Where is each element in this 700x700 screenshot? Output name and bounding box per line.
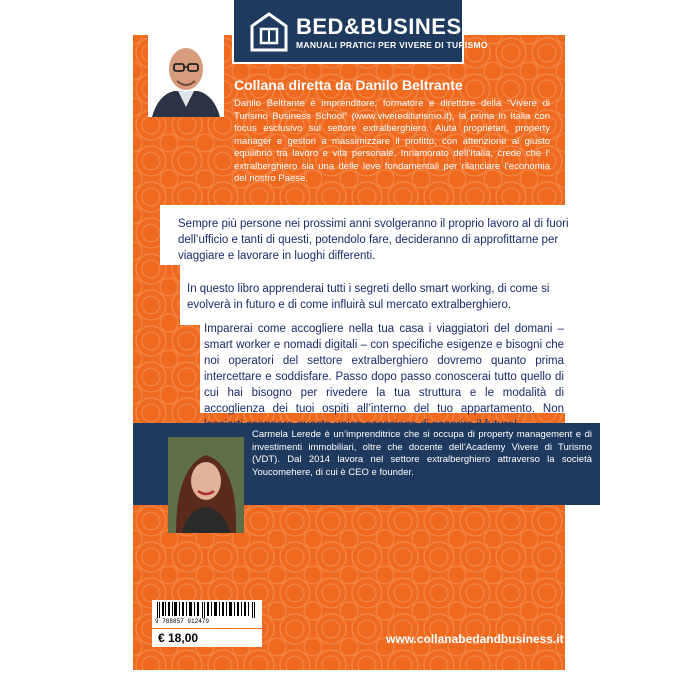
barcode-bars: [155, 602, 259, 618]
brand-banner: [232, 0, 488, 64]
barcode: [152, 600, 262, 628]
house-book-icon: [250, 12, 288, 52]
series-title: Collana diretta da Danilo Beltrante: [234, 77, 463, 93]
series-director-photo: [148, 35, 224, 117]
isbn-number: 9 788857 912479: [155, 618, 210, 625]
blurb-paragraph-3: Imparerai come accogliere nella tua casa i viaggiatori del domani – smart worker e nomadi digitali – con specifiche esigenze e bisogni che noi operatori del settore extralberghiero dovremo quanto prima intercettare e soddisfare. Passo dopo passo conoscerai tutto quello di cui hai bisogno per rivedere la tua struttura e le modalità di accoglienza dei tuoi ospiti all’interno del tuo appartamento. Non: [204, 323, 564, 415]
brand-subtitle: MANUALI PRATICI PER VIVERE DI TURISMO: [296, 40, 488, 50]
author-bio: Carmela Lerede è un’imprenditrice che si occupa di property management e di investimenti immobiliari, oltre che docente dell’Academy Vivere di Turismo (VDT). Dal 2014 lavora nel settore extralberghiero attraverso la società Youcomehere, di cui è CEO e founder.: [252, 429, 592, 478]
price-label: € 18,00: [152, 629, 262, 647]
brand-title: BED&BUSINESS: [296, 14, 477, 39]
blurb-paragraph-2: In questo libro apprenderai tutti i segreti dello smart working, di come si evolverà in futuro e di come influirà sul mercato extralberghiero.: [187, 283, 550, 311]
author-photo: [168, 437, 244, 533]
series-director-bio: Danilo Beltrante è imprenditore, formatore e direttore della “Vivere di Turismo Business School” (www.viverediturismo.it), la prima in Italia con focus esclusivo sul settore extralberghiero. Aiuta proprietari, property manager e gestori a massimizzare il profitto, con attenzione al giusto equilibrio tra lavoro e vita personale. Innamorato dell’Italia, crede che l’ extralberghiero sia una delle leve fondamentali per rilanciare l’economia del nostro Paese.: [234, 98, 550, 184]
blurb-paragraph-1: Sempre più persone nei prossimi anni svolgeranno il proprio lavoro al di fuori dell’ufficio e tanti di questi, potendolo fare, decideranno di approfittarne per viaggiare e lavorare in luoghi differenti.: [178, 218, 569, 262]
website-url: www.collanabedandbusiness.it: [386, 632, 564, 646]
